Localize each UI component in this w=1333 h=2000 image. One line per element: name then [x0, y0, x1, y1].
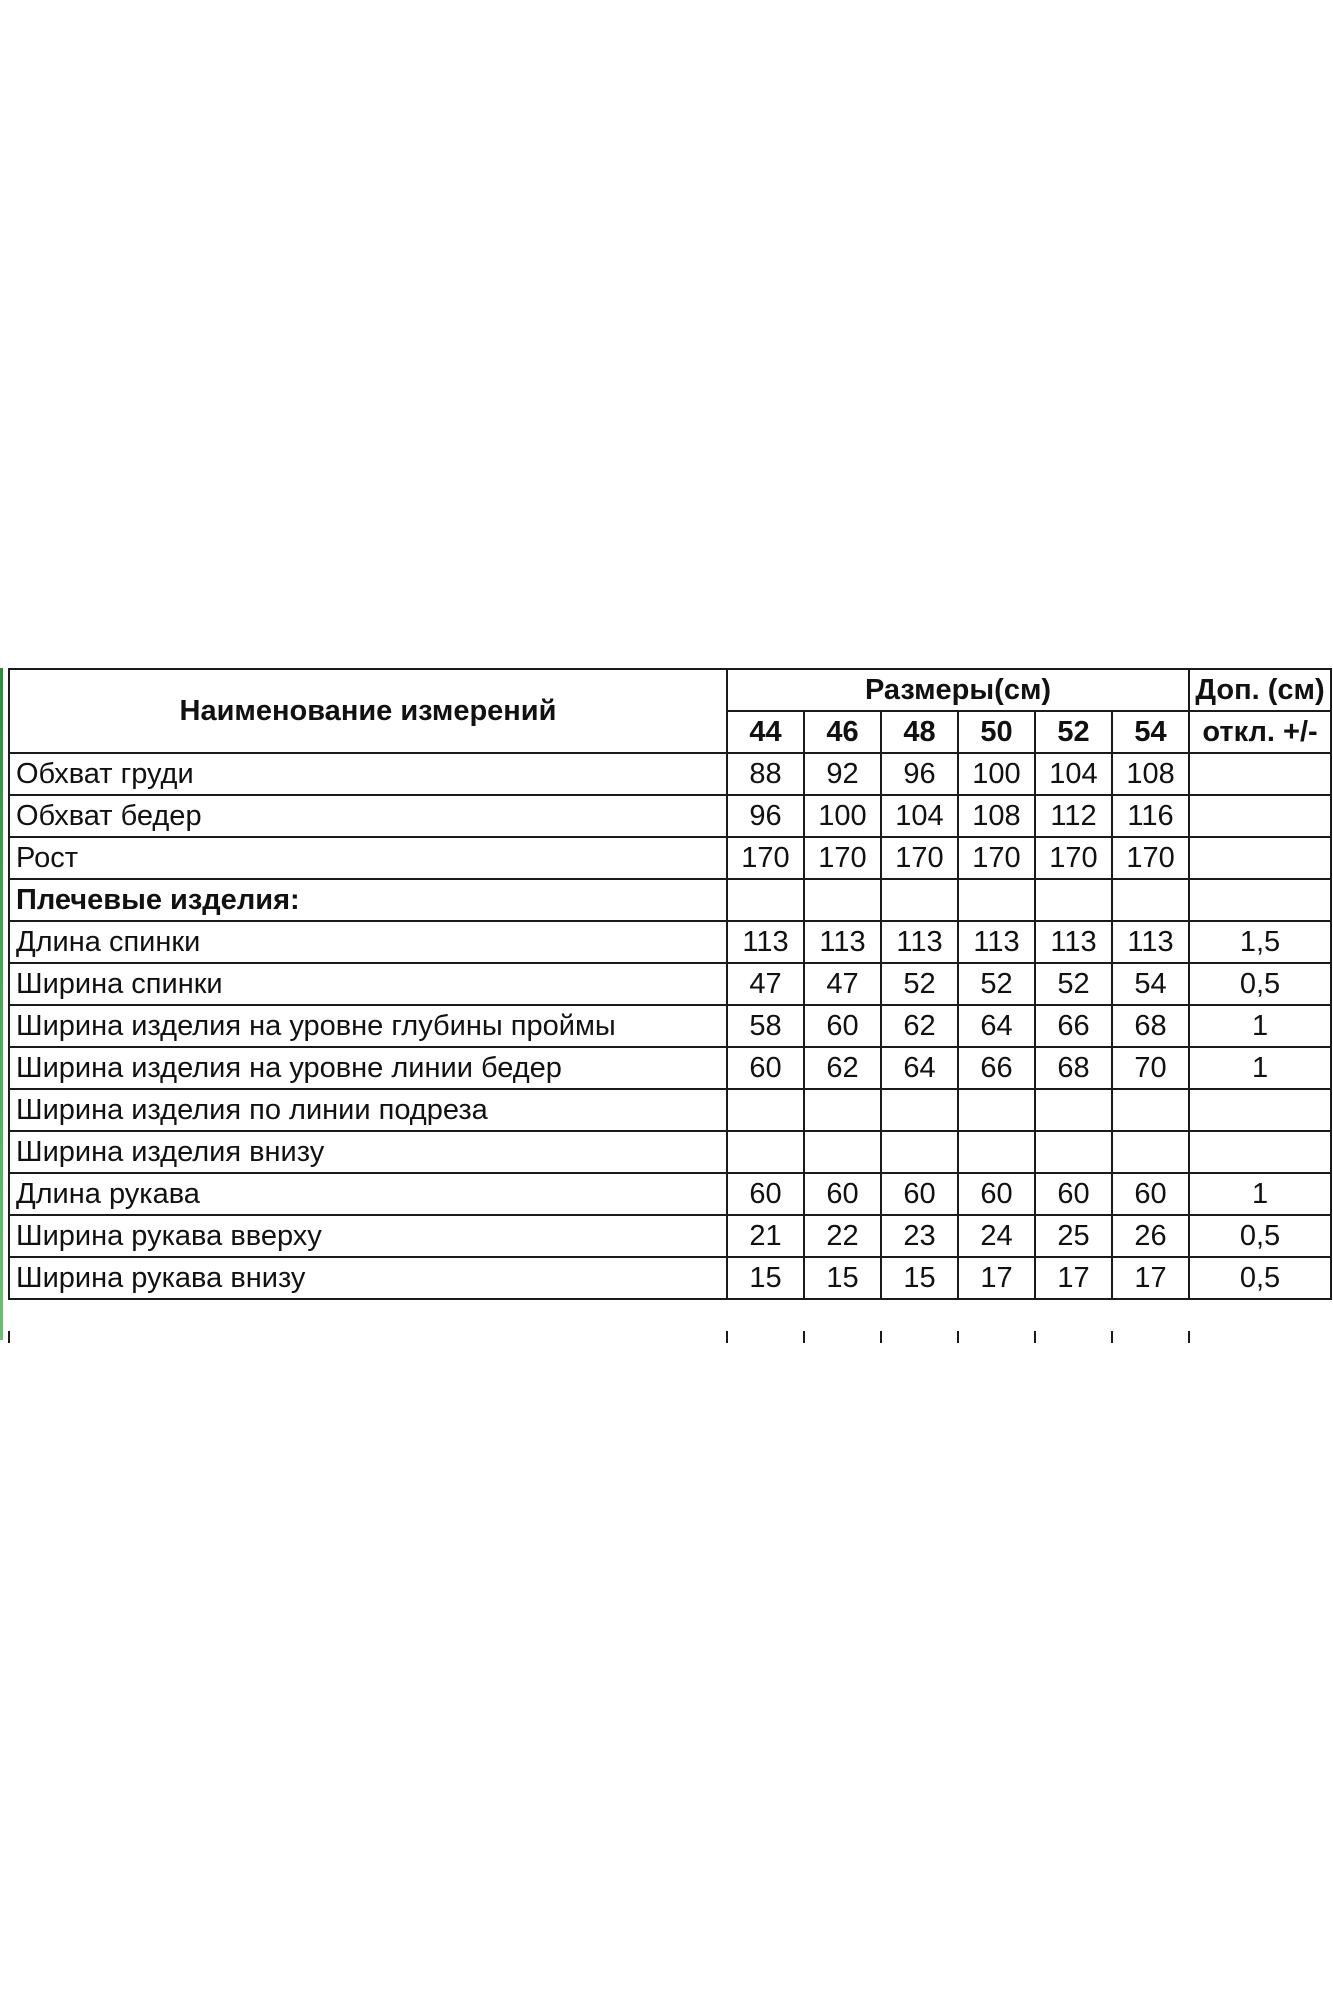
sizes-header: Размеры(см) — [727, 669, 1189, 711]
size-header-cell: 52 — [1035, 711, 1112, 753]
size-value-cell: 24 — [958, 1215, 1035, 1257]
size-value-cell: 66 — [1035, 1005, 1112, 1047]
size-value-cell: 113 — [1112, 921, 1189, 963]
table-row — [9, 795, 1331, 837]
measurement-name-header: Наименование измерений — [9, 669, 727, 753]
size-value-cell: 15 — [881, 1257, 958, 1299]
measurement-name-cell: Длина рукава — [9, 1173, 727, 1215]
tolerance-cell: 0,5 — [1189, 963, 1331, 1005]
size-value-cell: 60 — [1112, 1173, 1189, 1215]
tolerance-cell — [1189, 1131, 1331, 1173]
size-value-cell: 25 — [1035, 1215, 1112, 1257]
tolerance-header-top: Доп. (см) — [1189, 669, 1331, 711]
header-row-top — [9, 669, 1331, 711]
measurement-name-cell: Длина спинки — [9, 921, 727, 963]
measurement-name-cell: Рост — [9, 837, 727, 879]
size-value-cell — [881, 879, 958, 921]
tolerance-cell: 1 — [1189, 1005, 1331, 1047]
size-value-cell: 113 — [1035, 921, 1112, 963]
measurement-name-cell: Обхват бедер — [9, 795, 727, 837]
size-value-cell: 23 — [881, 1215, 958, 1257]
table-row — [9, 1173, 1331, 1215]
size-value-cell — [727, 879, 804, 921]
size-header-cell: 46 — [804, 711, 881, 753]
size-value-cell: 64 — [958, 1005, 1035, 1047]
size-value-cell: 100 — [958, 753, 1035, 795]
size-value-cell: 108 — [1112, 753, 1189, 795]
size-value-cell — [1035, 1131, 1112, 1173]
size-chart-sheet — [0, 668, 1333, 1340]
size-value-cell — [881, 1131, 958, 1173]
size-table — [8, 668, 1332, 1300]
size-value-cell: 58 — [727, 1005, 804, 1047]
size-value-cell: 66 — [958, 1047, 1035, 1089]
table-continuation-lines — [8, 1331, 1330, 1345]
size-value-cell: 116 — [1112, 795, 1189, 837]
size-header-cell: 50 — [958, 711, 1035, 753]
tolerance-cell: 1 — [1189, 1047, 1331, 1089]
size-value-cell: 88 — [727, 753, 804, 795]
size-value-cell: 47 — [727, 963, 804, 1005]
table-row — [9, 1131, 1331, 1173]
size-value-cell: 113 — [804, 921, 881, 963]
tolerance-cell: 1,5 — [1189, 921, 1331, 963]
size-value-cell: 113 — [727, 921, 804, 963]
size-value-cell — [804, 1131, 881, 1173]
size-value-cell: 60 — [727, 1173, 804, 1215]
table-row — [9, 837, 1331, 879]
size-value-cell — [804, 1089, 881, 1131]
size-value-cell: 108 — [958, 795, 1035, 837]
measurement-name-cell: Ширина спинки — [9, 963, 727, 1005]
table-row — [9, 921, 1331, 963]
size-value-cell: 60 — [1035, 1173, 1112, 1215]
table-row — [9, 1215, 1331, 1257]
size-value-cell: 170 — [958, 837, 1035, 879]
size-value-cell: 52 — [881, 963, 958, 1005]
size-header-cell: 54 — [1112, 711, 1189, 753]
size-value-cell: 170 — [727, 837, 804, 879]
size-value-cell: 60 — [804, 1173, 881, 1215]
size-value-cell: 17 — [1035, 1257, 1112, 1299]
size-value-cell: 62 — [804, 1047, 881, 1089]
size-value-cell: 52 — [1035, 963, 1112, 1005]
size-value-cell: 70 — [1112, 1047, 1189, 1089]
measurement-name-cell: Плечевые изделия: — [9, 879, 727, 921]
tolerance-cell — [1189, 753, 1331, 795]
table-row — [9, 1257, 1331, 1299]
tolerance-cell: 0,5 — [1189, 1257, 1331, 1299]
size-value-cell: 104 — [881, 795, 958, 837]
size-value-cell: 15 — [804, 1257, 881, 1299]
table-row — [9, 753, 1331, 795]
measurement-name-cell: Ширина изделия на уровне глубины проймы — [9, 1005, 727, 1047]
table-row — [9, 879, 1331, 921]
size-value-cell — [958, 1089, 1035, 1131]
table-row — [9, 1005, 1331, 1047]
size-value-cell: 21 — [727, 1215, 804, 1257]
size-value-cell: 60 — [804, 1005, 881, 1047]
size-header-cell: 48 — [881, 711, 958, 753]
size-header-cell: 44 — [727, 711, 804, 753]
size-value-cell: 68 — [1035, 1047, 1112, 1089]
tolerance-cell — [1189, 879, 1331, 921]
size-value-cell: 17 — [958, 1257, 1035, 1299]
size-value-cell: 96 — [727, 795, 804, 837]
size-value-cell — [1112, 879, 1189, 921]
size-value-cell: 60 — [958, 1173, 1035, 1215]
measurement-name-cell: Ширина изделия на уровне линии бедер — [9, 1047, 727, 1089]
size-value-cell: 113 — [881, 921, 958, 963]
size-value-cell — [958, 879, 1035, 921]
size-value-cell: 104 — [1035, 753, 1112, 795]
size-value-cell — [1112, 1131, 1189, 1173]
size-value-cell — [804, 879, 881, 921]
size-value-cell: 26 — [1112, 1215, 1189, 1257]
size-value-cell: 96 — [881, 753, 958, 795]
size-value-cell: 170 — [1035, 837, 1112, 879]
table-row — [9, 1047, 1331, 1089]
tolerance-cell — [1189, 837, 1331, 879]
size-value-cell — [1035, 879, 1112, 921]
size-value-cell: 170 — [881, 837, 958, 879]
tolerance-cell: 0,5 — [1189, 1215, 1331, 1257]
table-row — [9, 963, 1331, 1005]
measurement-name-cell: Ширина изделия по линии подреза — [9, 1089, 727, 1131]
size-value-cell — [727, 1131, 804, 1173]
size-value-cell: 92 — [804, 753, 881, 795]
tolerance-cell — [1189, 795, 1331, 837]
size-value-cell: 113 — [958, 921, 1035, 963]
measurement-name-cell: Обхват груди — [9, 753, 727, 795]
size-value-cell: 60 — [881, 1173, 958, 1215]
tolerance-cell — [1189, 1089, 1331, 1131]
size-value-cell: 22 — [804, 1215, 881, 1257]
size-value-cell: 68 — [1112, 1005, 1189, 1047]
size-value-cell: 47 — [804, 963, 881, 1005]
size-value-cell: 112 — [1035, 795, 1112, 837]
size-value-cell — [727, 1089, 804, 1131]
size-value-cell: 54 — [1112, 963, 1189, 1005]
measurement-name-cell: Ширина рукава вверху — [9, 1215, 727, 1257]
measurement-name-cell: Ширина рукава внизу — [9, 1257, 727, 1299]
size-value-cell: 17 — [1112, 1257, 1189, 1299]
size-value-cell: 100 — [804, 795, 881, 837]
size-value-cell — [958, 1131, 1035, 1173]
size-value-cell — [881, 1089, 958, 1131]
size-value-cell: 60 — [727, 1047, 804, 1089]
size-value-cell: 52 — [958, 963, 1035, 1005]
size-value-cell — [1035, 1089, 1112, 1131]
table-row — [9, 1089, 1331, 1131]
size-value-cell: 170 — [1112, 837, 1189, 879]
size-value-cell — [1112, 1089, 1189, 1131]
tolerance-header-bottom: откл. +/- — [1189, 711, 1331, 753]
size-value-cell: 64 — [881, 1047, 958, 1089]
measurement-name-cell: Ширина изделия внизу — [9, 1131, 727, 1173]
tolerance-cell: 1 — [1189, 1173, 1331, 1215]
size-value-cell: 15 — [727, 1257, 804, 1299]
size-value-cell: 170 — [804, 837, 881, 879]
size-value-cell: 62 — [881, 1005, 958, 1047]
